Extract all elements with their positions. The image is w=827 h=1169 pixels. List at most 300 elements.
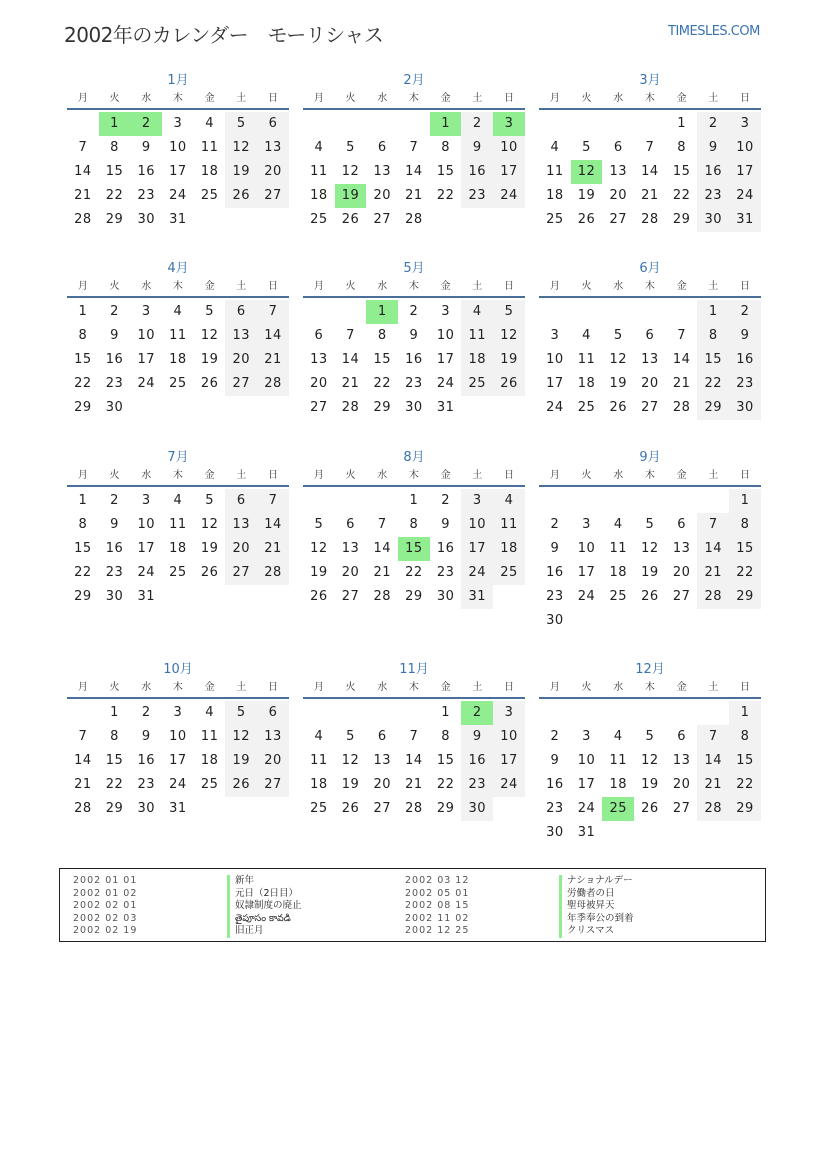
day-cell: 25 (493, 561, 525, 585)
weekday-label: 水 (377, 281, 388, 292)
empty-cell (335, 701, 367, 725)
day-cell: 3 (173, 116, 183, 131)
weekday-label: 土 (708, 682, 719, 693)
day-cell: 29 (405, 589, 423, 604)
day-grid (539, 300, 761, 420)
day-cell: 15 (436, 164, 455, 179)
day-cell: 29 (74, 589, 92, 604)
day-cell: 21 (405, 188, 423, 203)
month-block (539, 449, 761, 633)
day-cell: 13 (257, 725, 289, 749)
day-cell: 24 (137, 376, 155, 391)
day-cell: 24 (137, 565, 155, 580)
day-cell: 17 (577, 565, 596, 580)
empty-cell (634, 112, 666, 136)
day-cell: 18 (200, 164, 219, 179)
weekday-label: 火 (581, 682, 592, 693)
weekday-header (67, 467, 289, 487)
day-cell: 11 (200, 140, 219, 155)
day-cell: 19 (225, 160, 257, 184)
day-cell: 9 (461, 725, 493, 749)
day-cell: 13 (225, 513, 257, 537)
day-cell: 13 (609, 164, 627, 179)
weekday-label: 日 (503, 281, 514, 292)
day-cell: 18 (310, 777, 328, 792)
weekday-label: 木 (172, 682, 183, 693)
month-name: 8月 (403, 450, 425, 465)
day-cell: 26 (310, 589, 328, 604)
holiday-date: 2002 02 19 (73, 925, 138, 936)
weekday-label: 土 (472, 281, 483, 292)
day-cell: 28 (405, 801, 423, 816)
day-cell: 20 (672, 777, 691, 792)
day-cell: 24 (577, 801, 596, 816)
day-cell: 1 (110, 705, 119, 720)
day-cell: 18 (169, 541, 187, 556)
month-name: 10月 (163, 662, 193, 677)
weekday-label: 月 (549, 93, 560, 104)
day-cell: 19 (641, 565, 659, 580)
day-cell: 27 (672, 589, 691, 604)
day-grid (303, 701, 525, 821)
empty-cell (634, 489, 666, 513)
day-cell: 28 (672, 400, 691, 415)
weekday-label: 月 (313, 93, 324, 104)
day-cell: 22 (436, 188, 455, 203)
day-cell: 21 (257, 348, 289, 372)
weekday-label: 金 (676, 281, 687, 292)
day-cell: 12 (200, 517, 219, 532)
day-grid (539, 112, 761, 232)
day-cell: 24 (461, 561, 493, 585)
day-cell: 2 (550, 517, 560, 532)
day-cell: 15 (74, 352, 92, 367)
day-cell: 19 (200, 352, 219, 367)
weekday-label: 土 (708, 281, 719, 292)
day-cell: 2 (697, 112, 729, 136)
day-cell: 7 (697, 725, 729, 749)
day-cell: 2 (441, 493, 450, 508)
day-cell: 18 (200, 753, 219, 768)
day-cell: 25 (609, 589, 627, 604)
day-cell: 3 (141, 493, 151, 508)
day-cell: 19 (200, 541, 219, 556)
day-grid (303, 300, 525, 420)
day-cell: 22 (729, 561, 761, 585)
weekday-header (67, 90, 289, 110)
day-cell: 5 (205, 493, 214, 508)
day-cell: 22 (697, 372, 729, 396)
holiday-name: 旧正月 (227, 925, 264, 938)
day-cell: 6 (613, 140, 623, 155)
holiday-day-cell: 1 (430, 112, 462, 136)
day-cell: 16 (461, 160, 493, 184)
weekday-label: 日 (739, 682, 750, 693)
day-cell: 15 (74, 541, 92, 556)
brand-link[interactable]: TIMESLES.COM (668, 24, 760, 39)
day-cell: 12 (341, 753, 360, 768)
day-cell: 30 (461, 797, 493, 821)
holiday-day-cell: 15 (398, 537, 430, 561)
weekday-label: 火 (581, 281, 592, 292)
day-cell: 31 (461, 585, 493, 609)
day-cell: 3 (141, 304, 151, 319)
day-cell: 1 (78, 304, 88, 319)
day-cell: 5 (346, 729, 355, 744)
day-cell: 19 (341, 777, 360, 792)
day-cell: 7 (78, 729, 88, 744)
weekday-label: 水 (377, 470, 388, 481)
weekday-label: 金 (676, 682, 687, 693)
weekday-label: 金 (440, 682, 451, 693)
day-cell: 15 (373, 352, 391, 367)
day-cell: 26 (341, 212, 360, 227)
weekday-header (539, 679, 761, 699)
month-name: 6月 (639, 261, 661, 276)
day-cell: 5 (346, 140, 355, 155)
day-cell: 1 (409, 493, 419, 508)
day-cell: 9 (461, 136, 493, 160)
day-cell: 1 (729, 489, 761, 513)
page-title: 2002年のカレンダー モーリシャス (64, 23, 384, 47)
day-cell: 12 (641, 541, 659, 556)
month-block (303, 449, 525, 609)
day-cell: 10 (461, 513, 493, 537)
day-cell: 25 (577, 400, 596, 415)
weekday-label: 火 (345, 682, 356, 693)
day-cell: 30 (137, 801, 155, 816)
weekday-header (67, 679, 289, 699)
day-cell: 9 (141, 729, 151, 744)
day-cell: 27 (609, 212, 627, 227)
weekday-label: 日 (739, 93, 750, 104)
day-cell: 9 (729, 324, 761, 348)
day-cell: 30 (546, 825, 564, 840)
day-cell: 22 (405, 565, 423, 580)
day-cell: 22 (373, 376, 391, 391)
day-cell: 2 (550, 729, 560, 744)
day-cell: 28 (257, 372, 289, 396)
empty-cell (666, 300, 698, 324)
empty-cell (398, 112, 430, 136)
day-grid (539, 489, 761, 633)
weekday-label: 金 (204, 93, 215, 104)
day-cell: 20 (641, 376, 659, 391)
day-cell: 14 (697, 749, 729, 773)
day-cell: 21 (697, 773, 729, 797)
day-cell: 11 (310, 753, 328, 768)
holiday-day-cell: 25 (602, 797, 634, 821)
day-cell: 5 (493, 300, 525, 324)
day-cell: 7 (409, 729, 419, 744)
day-cell: 25 (310, 212, 328, 227)
day-cell: 1 (729, 701, 761, 725)
day-cell: 4 (550, 140, 560, 155)
weekday-label: 土 (472, 682, 483, 693)
day-cell: 19 (310, 565, 328, 580)
day-grid (303, 112, 525, 232)
weekday-label: 木 (644, 281, 655, 292)
day-cell: 27 (373, 212, 391, 227)
day-cell: 5 (314, 517, 324, 532)
day-cell: 4 (461, 300, 493, 324)
day-cell: 8 (78, 517, 88, 532)
weekday-label: 月 (313, 682, 324, 693)
day-cell: 8 (110, 729, 119, 744)
day-cell: 26 (225, 184, 257, 208)
day-cell: 10 (169, 140, 187, 155)
day-cell: 5 (225, 112, 257, 136)
empty-cell (335, 300, 367, 324)
weekday-header (539, 467, 761, 487)
weekday-header (303, 90, 525, 110)
day-cell: 26 (577, 212, 596, 227)
day-cell: 14 (697, 537, 729, 561)
day-cell: 8 (729, 725, 761, 749)
empty-cell (571, 112, 603, 136)
day-cell: 22 (436, 777, 455, 792)
day-cell: 13 (672, 753, 691, 768)
holiday-day-cell: 3 (493, 112, 525, 136)
day-cell: 2 (461, 112, 493, 136)
weekday-label: 木 (408, 470, 419, 481)
day-cell: 23 (546, 589, 564, 604)
weekday-label: 水 (141, 93, 152, 104)
day-cell: 23 (436, 565, 455, 580)
day-cell: 23 (137, 777, 155, 792)
day-cell: 10 (577, 541, 596, 556)
day-cell: 18 (310, 188, 328, 203)
month-name: 4月 (167, 261, 189, 276)
day-cell: 4 (613, 729, 623, 744)
day-cell: 17 (461, 537, 493, 561)
weekday-label: 水 (377, 93, 388, 104)
day-cell: 11 (310, 164, 328, 179)
empty-cell (602, 701, 634, 725)
day-cell: 13 (373, 753, 391, 768)
day-cell: 14 (405, 164, 423, 179)
day-cell: 2 (729, 300, 761, 324)
day-cell: 27 (225, 372, 257, 396)
day-cell: 11 (546, 164, 564, 179)
day-cell: 24 (493, 184, 525, 208)
day-cell: 22 (74, 565, 92, 580)
weekday-label: 日 (503, 470, 514, 481)
day-cell: 25 (461, 372, 493, 396)
day-grid (67, 701, 289, 821)
day-cell: 28 (74, 212, 92, 227)
day-cell: 26 (641, 589, 659, 604)
day-cell: 13 (257, 136, 289, 160)
day-cell: 15 (672, 164, 691, 179)
day-cell: 14 (74, 164, 92, 179)
day-cell: 3 (582, 517, 591, 532)
day-cell: 21 (641, 188, 659, 203)
day-cell: 27 (373, 801, 391, 816)
day-cell: 14 (405, 753, 423, 768)
holiday-day-cell: 1 (366, 300, 398, 324)
day-cell: 23 (461, 184, 493, 208)
day-cell: 6 (257, 701, 289, 725)
day-cell: 12 (609, 352, 627, 367)
day-cell: 27 (341, 589, 360, 604)
weekday-label: 火 (345, 281, 356, 292)
month-block (67, 260, 289, 420)
day-cell: 5 (205, 304, 214, 319)
day-cell: 30 (405, 400, 423, 415)
month-name: 5月 (403, 261, 425, 276)
month-block (67, 72, 289, 232)
weekday-label: 日 (503, 682, 514, 693)
weekday-label: 月 (77, 470, 88, 481)
weekday-label: 金 (440, 470, 451, 481)
day-cell: 23 (546, 801, 564, 816)
day-cell: 4 (205, 705, 214, 720)
empty-cell (634, 300, 666, 324)
day-cell: 30 (105, 589, 124, 604)
day-cell: 18 (609, 565, 627, 580)
day-cell: 30 (137, 212, 155, 227)
day-cell: 22 (105, 777, 124, 792)
weekday-label: 木 (408, 93, 419, 104)
day-cell: 1 (697, 300, 729, 324)
day-grid (67, 489, 289, 609)
weekday-label: 月 (313, 281, 324, 292)
day-cell: 4 (173, 493, 183, 508)
empty-cell (697, 489, 729, 513)
day-cell: 24 (169, 188, 187, 203)
day-cell: 12 (310, 541, 328, 556)
weekday-label: 土 (236, 682, 247, 693)
holiday-name: తైపూసం కావడి (227, 913, 291, 926)
day-cell: 23 (697, 184, 729, 208)
day-cell: 6 (225, 489, 257, 513)
day-cell: 17 (546, 376, 564, 391)
weekday-label: 木 (644, 470, 655, 481)
day-cell: 28 (405, 212, 423, 227)
day-cell: 31 (729, 208, 761, 232)
holiday-day-cell: 2 (461, 701, 493, 725)
day-cell: 29 (74, 400, 92, 415)
day-cell: 9 (141, 140, 151, 155)
day-cell: 18 (609, 777, 627, 792)
day-cell: 7 (409, 140, 419, 155)
weekday-label: 木 (172, 281, 183, 292)
day-cell: 27 (257, 773, 289, 797)
day-cell: 21 (405, 777, 423, 792)
day-cell: 15 (729, 537, 761, 561)
day-cell: 21 (74, 188, 92, 203)
weekday-label: 木 (644, 93, 655, 104)
day-cell: 16 (105, 352, 124, 367)
day-cell: 6 (314, 328, 324, 343)
weekday-label: 金 (676, 470, 687, 481)
empty-cell (634, 701, 666, 725)
weekday-label: 土 (472, 470, 483, 481)
empty-cell (571, 701, 603, 725)
weekday-label: 土 (236, 470, 247, 481)
month-block (303, 72, 525, 232)
weekday-label: 火 (109, 93, 120, 104)
weekday-header (303, 679, 525, 699)
day-cell: 11 (577, 352, 596, 367)
weekday-header (303, 467, 525, 487)
day-cell: 13 (641, 352, 659, 367)
day-cell: 23 (105, 565, 124, 580)
day-cell: 6 (677, 517, 686, 532)
day-cell: 25 (169, 376, 187, 391)
day-cell: 13 (310, 352, 328, 367)
day-cell: 1 (677, 116, 686, 131)
day-cell: 22 (729, 773, 761, 797)
day-cell: 7 (697, 513, 729, 537)
holiday-day-cell: 19 (335, 184, 367, 208)
day-cell: 10 (493, 725, 525, 749)
day-cell: 27 (672, 801, 691, 816)
day-cell: 6 (225, 300, 257, 324)
day-cell: 12 (200, 328, 219, 343)
day-cell: 23 (461, 773, 493, 797)
weekday-label: 木 (172, 93, 183, 104)
holiday-name: クリスマス (559, 925, 614, 938)
weekday-label: 金 (204, 281, 215, 292)
day-cell: 19 (577, 188, 596, 203)
month-block (539, 260, 761, 420)
day-cell: 10 (169, 729, 187, 744)
day-cell: 10 (493, 136, 525, 160)
day-cell: 29 (672, 212, 691, 227)
day-cell: 23 (405, 376, 423, 391)
day-cell: 7 (78, 140, 88, 155)
day-cell: 17 (137, 352, 155, 367)
day-cell: 3 (550, 328, 560, 343)
holiday-name: ナショナルデー (559, 875, 633, 888)
day-cell: 28 (341, 400, 360, 415)
empty-cell (602, 112, 634, 136)
day-cell: 3 (729, 112, 761, 136)
weekday-label: 土 (472, 93, 483, 104)
month-block (67, 449, 289, 609)
day-cell: 5 (645, 729, 655, 744)
day-cell: 3 (493, 701, 525, 725)
day-cell: 9 (550, 753, 560, 768)
day-cell: 15 (436, 753, 455, 768)
day-cell: 22 (105, 188, 124, 203)
day-cell: 31 (169, 212, 187, 227)
day-cell: 7 (257, 300, 289, 324)
empty-cell (666, 489, 698, 513)
day-cell: 20 (341, 565, 360, 580)
day-cell: 9 (110, 517, 119, 532)
day-cell: 10 (729, 136, 761, 160)
day-cell: 16 (697, 160, 729, 184)
month-name: 2月 (403, 73, 425, 88)
empty-cell (303, 300, 335, 324)
day-cell: 7 (377, 517, 387, 532)
day-cell: 18 (577, 376, 596, 391)
day-cell: 26 (493, 372, 525, 396)
holiday-legend (59, 868, 766, 942)
holiday-date: 2002 02 01 (73, 900, 138, 911)
day-cell: 8 (377, 328, 387, 343)
day-cell: 21 (74, 777, 92, 792)
weekday-label: 水 (613, 682, 624, 693)
day-cell: 31 (577, 825, 596, 840)
month-name: 1月 (167, 73, 189, 88)
day-cell: 10 (577, 753, 596, 768)
day-cell: 26 (225, 773, 257, 797)
day-cell: 3 (461, 489, 493, 513)
